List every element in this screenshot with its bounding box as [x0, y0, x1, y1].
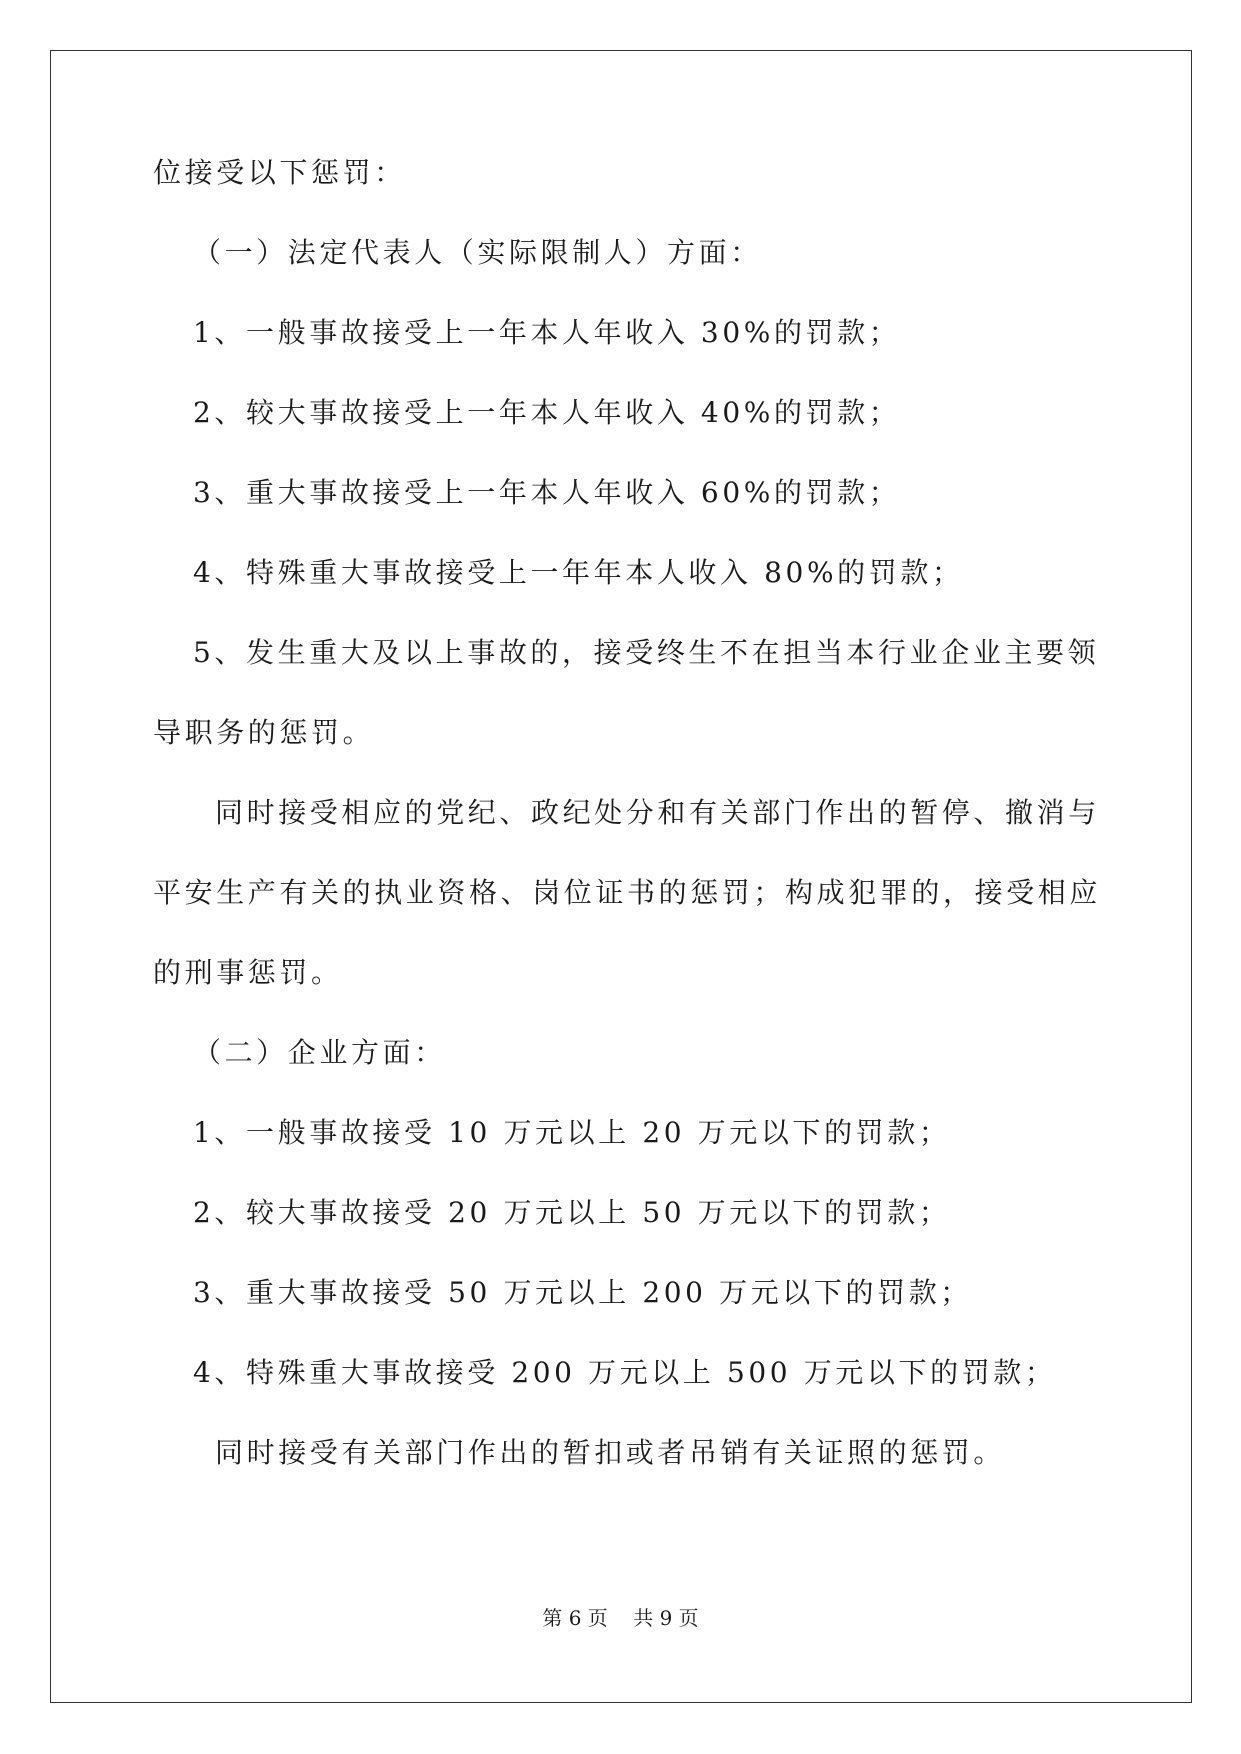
list-item: 1、一般事故接受上一年本人年收入 30%的罚款；: [193, 316, 901, 349]
list-item: 2、较大事故接受上一年本人年收入 40%的罚款；: [193, 396, 901, 429]
section-heading-1: （一）法定代表人（实际限制人）方面：: [193, 236, 762, 269]
list-item: 2、较大事故接受 20 万元以上 50 万元以下的罚款；: [193, 1196, 951, 1229]
paragraph-line: 平安生产有关的执业资格、岗位证书的惩罚；构成犯罪的，接受相应: [153, 876, 1102, 909]
list-item: 3、重大事故接受 50 万元以上 200 万元以下的罚款；: [193, 1276, 972, 1309]
list-item: 4、特殊重大事故接受 200 万元以上 500 万元以下的罚款；: [193, 1356, 1057, 1389]
section-heading-2: （二）企业方面：: [193, 1036, 446, 1069]
list-item: 4、特殊重大事故接受上一年年本人收入 80%的罚款；: [193, 556, 964, 589]
page-number: 第 6 页 共 9 页: [542, 1606, 699, 1630]
list-item: 1、一般事故接受 10 万元以上 20 万元以下的罚款；: [193, 1116, 951, 1149]
list-item: 5、发生重大及以上事故的，接受终生不在担当本行业企业主要领: [193, 636, 1100, 669]
list-item: 3、重大事故接受上一年本人年收入 60%的罚款；: [193, 476, 901, 509]
paragraph-line: 的刑事惩罚。: [153, 956, 343, 989]
paragraph-line: 同时接受有关部门作出的暂扣或者吊销有关证照的惩罚。: [215, 1436, 1006, 1469]
paragraph-line: 同时接受相应的党纪、政纪处分和有关部门作出的暂停、撤消与: [215, 796, 1100, 829]
paragraph-line: 位接受以下惩罚：: [153, 156, 406, 189]
list-item-continuation: 导职务的惩罚。: [153, 716, 375, 749]
